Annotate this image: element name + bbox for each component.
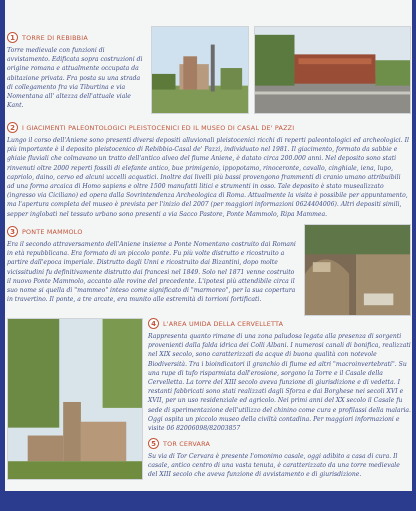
section-area-umida-cervelletta — [148, 317, 411, 433]
section-torre-di-rebibbia — [7, 31, 145, 110]
section-number-badge: 2 — [7, 122, 18, 133]
section-text: Torre medievale con funzioni di avvistamento. Edificata sopra costruzioni di origine romana e attualmente occupata da abitazione privata. Fra posta su una strada di collegamento fra via Tiburtina e via Nomentana all' altezza dell'attuale viale Kant. — [7, 47, 143, 110]
section-giacimenti-museo — [7, 121, 409, 219]
section-text: Lungo il corso dell'Aniene sono presenti diversi depositi alluvionali pleistocenici ricchi di reperti paleontologici ed archeologici. Il più importante è il deposito pleistocenico di Rebibbia-Casal de' Pazzi, individuato nel 1981. Il giacimento, formato da sabbie e ghiaie fluviali che colmavano un tratto dell'antico alveo del fiume Aniene, è datato circa 200.000 anni. Nel deposito sono stati rinvenuti oltre 2000 reperti fossili di elefante antico, bue primigenio, ippopotamo, rinoceronte, cavallo, cinghiale, iena, lupo, capriolo, daino, cervo ed alcuni uccelli acquatici. Inoltre dai livelli più bassi provengono frammenti di cranio umano attribuibili ad una forma arcaica di Homo sapiens e oltre 1500 manufatti litici e strumenti in osso. Tale deposito è stato musealizzato (ingresso via Ciciliano) ed opera dalla Sovrintendenza Archeologica di Roma. Attualmente la visita è possibile per appuntamento, ma l'apertura completa del museo è prevista per l'inizio del 2007 (per maggiori informazioni 0624404006). Altri depositi simili, sepper inglobati nel tessuto urbano sono presenti a via Sacco Pastore, Ponte Mammolo, Ripa Mammea. — [7, 137, 409, 218]
photo-ponte-mammolo — [304, 224, 411, 316]
section-ponte-mammolo — [7, 225, 299, 304]
section-title: TORRE DI REBIBBIA — [22, 33, 88, 42]
bottom-frame-border — [0, 491, 416, 511]
section-title: L'AREA UMIDA DELLA CERVELLETTA — [163, 319, 284, 328]
section-number-badge: 4 — [148, 318, 159, 329]
section-number-badge: 3 — [7, 226, 18, 237]
section-tor-cervara — [148, 437, 411, 480]
photo-torre-di-rebibbia-street — [254, 26, 411, 114]
section-title: PONTE MAMMOLO — [22, 227, 83, 236]
right-frame-border — [412, 0, 416, 511]
photo-cervelletta-tower — [7, 318, 143, 480]
section-text: Era il secondo attraversamento dell'Aniene insieme a Ponte Nomentano costruito dai Romani in età repubblicana. Era formato di un piccolo ponte. Fu più volte distrutto e ricostruito a partire dall'epoca imperiale. Distrutto dagli Unni e ricostruito dai Bizantini, dopo molte vicissitudini fu definitivamente distrutto dai francesi nel 1849. Solo nel 1871 venne costruito il nuovo Ponte Mammolo, accanto alle rovine del precedente. L'ipotesi più attendibile circa il suo nome si quella di "mammeo" inteso come significato di "marmoreo", per la sua copertura in travertino. Il ponte, a tre arcate, era munito alle estremità di torrioni fortificati. — [7, 241, 296, 304]
section-title: I GIACIMENTI PALEONTOLOGICI PLEISTOCENICI ED IL MUSEO DI CASAL DE' PAZZI — [22, 123, 295, 132]
section-number-badge: 5 — [148, 438, 159, 449]
photo-torre-di-rebibbia — [151, 26, 249, 114]
section-text: Rappresenta quanto rimane di una zona paludosa legata alla presenza di sorgenti provenienti dalla falda idrica dei Colli Albani. I numerosi canali di bonifica, realizzati nel XIX secolo, sono caratterizzati da acque di buona qualità con notevole Biodiversità. Tra i bioindicatori il granchio di fiume ed altri "macroinvertebrati". Su una rupe di tufo risparmiata dall'erosione, sorgono la Torre e il Casale della Cervelletta. La torre del XIII secolo aveva funzione di giurisdizione e di vedetta. I restanti fabbricati sono stati realizzati dagli Sforza e dai Borghese nei secoli XVI e XVII, per un uso residenziale ed agricolo. Nei primi anni del XX secolo il Casale fu sede di sperimentazione dell'utilizzo del chinino come cura e profilassi della malaria. Oggi ospita un piccolo museo della civiltà contadina. Per maggiori informazioni e visite 06 82006098/82003857 — [148, 333, 411, 433]
section-title: TOR CERVARA — [163, 439, 211, 448]
section-text: Su via di Tor Cervara è presente l'omonimo casale, oggi adibito a casa di cura. Il casale, antico centro di una vasta tenuta, è caratterizzato da una torre medievale del XIII secolo che aveva funzione di avvistamento e di giurisdizione. — [148, 453, 400, 479]
section-number-badge: 1 — [7, 32, 18, 43]
brochure-page — [5, 0, 412, 491]
